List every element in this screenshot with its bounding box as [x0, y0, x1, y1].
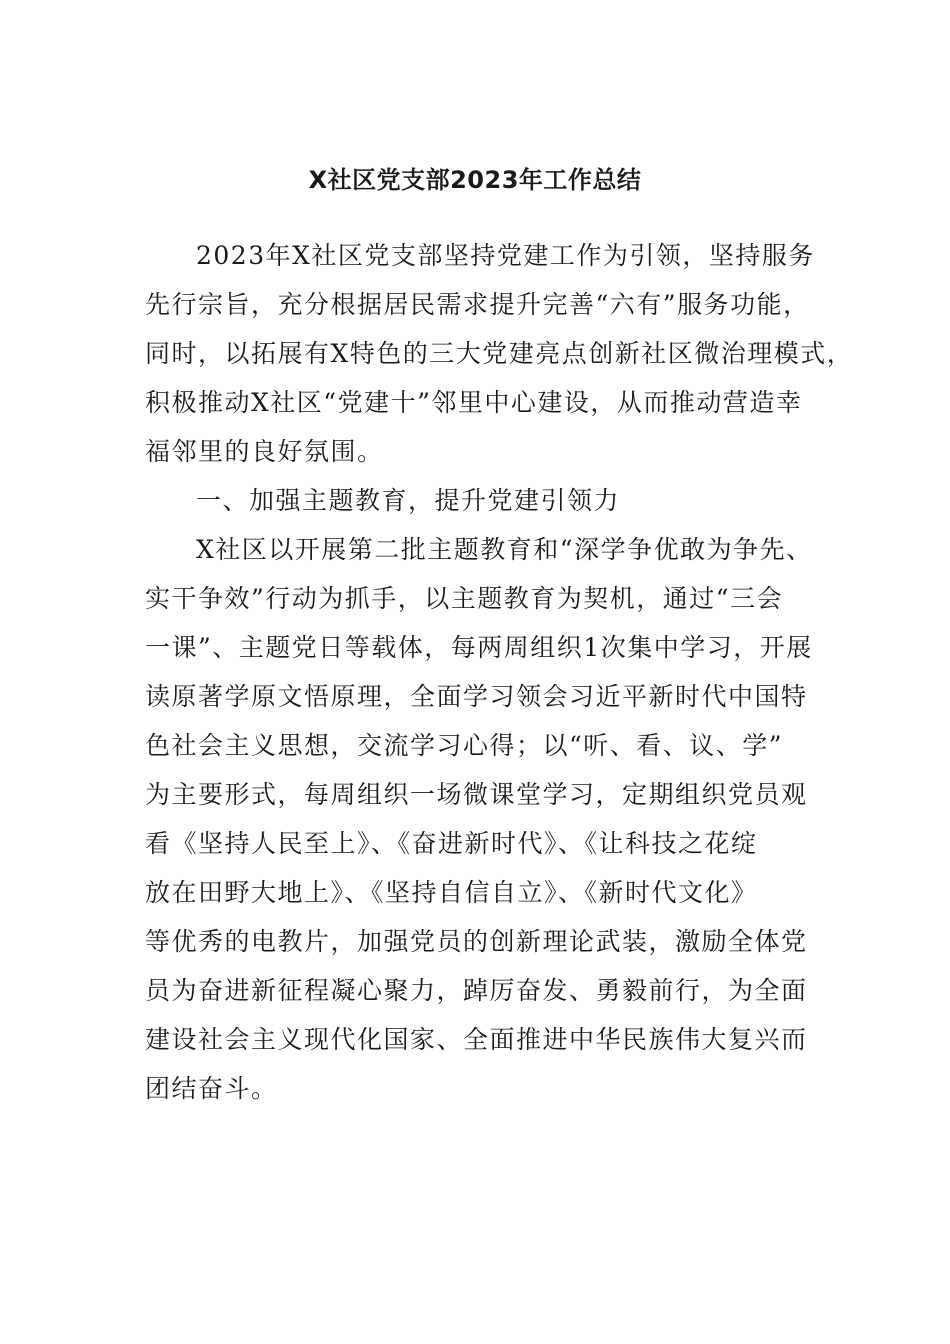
paragraph-2-line-6: 为主要形式，每周组织一场微课堂学习，定期组织党员观: [145, 780, 808, 809]
section-heading-1: 一、加强主题教育，提升党建引领力: [196, 486, 621, 515]
paragraph-2-line-10: 员为奋进新征程凝心聚力，踔厉奋发、勇毅前行，为全面: [145, 976, 808, 1005]
paragraph-1-line-2: 先行宗旨，充分根据居民需求提升完善“六有”服务功能，: [145, 290, 810, 319]
paragraph-2-line-1: X社区以开展第二批主题教育和“深学争优敢为争先、: [196, 535, 813, 564]
paragraph-1-line-3: 同时，以拓展有X特色的三大党建亮点创新社区微治理模式，: [145, 339, 854, 368]
paragraph-2-line-3: 一课”、主题党日等载体，每两周组织1次集中学习，开展: [145, 633, 813, 662]
paragraph-2-line-8: 放在田野大地上》、《坚持自信自立》、《新时代文化》: [145, 878, 758, 907]
paragraph-1-line-1: 2023年X社区党支部坚持党建工作为引领，坚持服务: [196, 241, 815, 270]
paragraph-2-line-5: 色社会主义思想，交流学习心得；以“听、看、议、学”: [145, 731, 784, 760]
paragraph-1-line-4: 积极推动X社区“党建十”邻里中心建设，从而推动营造幸: [145, 388, 803, 417]
paragraph-2-line-11: 建设社会主义现代化国家、全面推进中华民族伟大复兴而: [145, 1025, 808, 1054]
document-title: X社区党支部2023年工作总结: [308, 166, 642, 194]
paragraph-2-line-4: 读原著学原文悟原理，全面学习领会习近平新时代中国特: [145, 682, 808, 711]
paragraph-2-line-9: 等优秀的电教片，加强党员的创新理论武装，激励全体党: [145, 927, 808, 956]
paragraph-2-line-12: 团结奋斗。: [145, 1074, 278, 1103]
paragraph-2-line-7: 看《坚持人民至上》、《奋进新时代》、《让科技之花绽: [145, 829, 758, 858]
paragraph-1-line-5: 福邻里的良好氛围。: [145, 437, 384, 466]
paragraph-2-line-2: 实干争效”行动为抓手，以主题教育为契机，通过“三会: [145, 584, 784, 613]
